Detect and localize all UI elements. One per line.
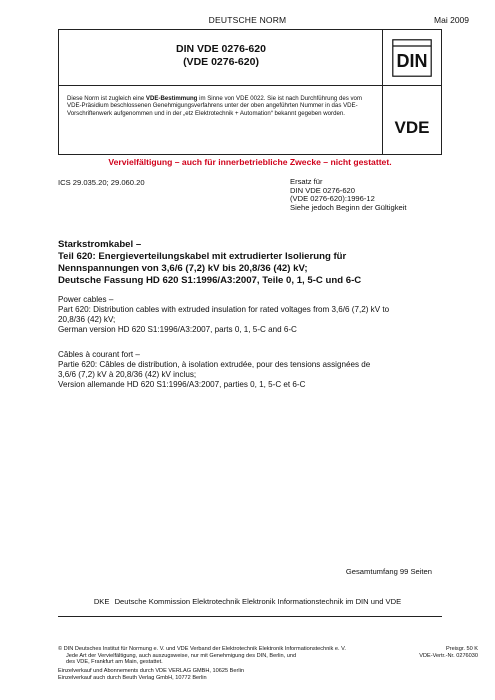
vde-note-body: im Sinne von VDE 0022. Sie ist nach Durchführung des vom VDE-Präsidium beschlossenen Genehmigungsverfahrens unter der oben angeführten Nummer in das VDE-Vorschriftenwerk aufgenommen und in der „etz Elektrotechnik + Automation“ bekannt gegeben worden. xyxy=(67,95,363,117)
vde-logo xyxy=(388,118,436,136)
title-fr-line-3: 3,6/6 (7,2) kV à 20,8/36 (42) kV inclus; xyxy=(58,370,197,379)
vde-logo-text: VDE xyxy=(394,118,430,136)
vde-note xyxy=(67,95,372,117)
title-fr-line-1: Câbles à courant fort – xyxy=(58,350,140,359)
document-series-label: DEUTSCHE NORM xyxy=(208,15,287,25)
vde-note-cell xyxy=(59,86,383,154)
title-en-line-3: 20,8/36 (42) kV; xyxy=(58,315,116,324)
din-logo-cell xyxy=(383,30,441,86)
dke-name: Deutsche Kommission Elektrotechnik Elektronik Informationstechnik im DIN und VDE xyxy=(114,597,402,606)
vde-note-bold: VDE-Bestimmung xyxy=(145,95,198,102)
sales-line-2: Einzelverkauf auch durch Beuth Verlag GmbH, 10772 Berlin xyxy=(58,674,207,681)
title-en-line-2: Part 620: Distribution cables with extruded insulation for rated voltages from 3,6/6 (7,2) kV to xyxy=(58,305,390,314)
ics-codes: ICS 29.035.20; 29.060.20 xyxy=(58,178,145,187)
title-english xyxy=(58,295,458,335)
vde-contract-number: VDE-Vertr.-Nr. 0276030 xyxy=(419,652,478,659)
dke-line xyxy=(0,597,495,606)
replacement-line-3: (VDE 0276-620):1996-12 xyxy=(290,194,375,203)
footer-divider xyxy=(58,616,442,617)
standard-number-cell xyxy=(59,30,383,86)
vde-logo-cell xyxy=(383,86,441,154)
publication-date: Mai 2009 xyxy=(434,15,469,25)
replacement-line-1: Ersatz für xyxy=(290,177,323,186)
title-french xyxy=(58,350,458,390)
replacement-line-2: DIN VDE 0276-620 xyxy=(290,185,356,195)
title-german xyxy=(58,239,458,287)
title-de-line-4: Deutsche Fassung HD 620 S1:1996/A3:2007, Teile 0, 1, 5-C und 6-C xyxy=(58,275,362,286)
price-info xyxy=(408,646,478,659)
title-en-line-1: Power cables – xyxy=(58,295,114,304)
total-pages: Gesamtumfang 99 Seiten xyxy=(345,567,432,576)
copyright-notice xyxy=(58,646,358,666)
title-en-line-4: German version HD 620 S1:1996/A3:2007, parts 0, 1, 5-C and 6-C xyxy=(58,325,297,334)
copyright-line-1: © DIN Deutsches Institut für Normung e. V. und VDE Verband der Elektrotechnik Elektronik Informationstechnik e. V. xyxy=(58,646,346,652)
replacement-line-4: Siehe jedoch Beginn der Gültigkeit xyxy=(290,202,407,212)
vde-note-intro: Diese Norm ist zugleich eine xyxy=(67,95,146,102)
title-de-line-2: Teil 620: Energieverteilungskabel mit extrudierter Isolierung für xyxy=(58,251,347,262)
dke-abbreviation: DKE xyxy=(93,597,110,606)
title-de-line-1: Starkstromkabel – xyxy=(58,239,142,250)
title-de-line-3: Nennspannungen von 3,6/6 (7,2) kV bis 20,8/36 (42) kV; xyxy=(58,263,308,274)
reproduction-warning: Vervielfältigung – auch für innerbetriebliche Zwecke – nicht gestattet. xyxy=(108,157,392,167)
price-group: Preisgr. 50 K xyxy=(445,646,478,652)
din-logo xyxy=(392,39,432,77)
header-box xyxy=(58,29,442,155)
copyright-line-3: des VDE, Frankfurt am Main, gestattet. xyxy=(66,659,163,666)
din-logo-text: DIN xyxy=(396,51,428,71)
copyright-line-2: Jede Art der Vervielfältigung, auch auszugsweise, nur mit Genehmigung des DIN, Berlin, und xyxy=(66,652,297,659)
title-fr-line-2: Partie 620: Câbles de distribution, à isolation extrudée, pour des tensions assignées de xyxy=(58,360,371,369)
standard-number: DIN VDE 0276-620 xyxy=(176,43,266,55)
sales-line-1: Einzelverkauf und Abonnements durch VDE VERLAG GMBH, 10625 Berlin xyxy=(58,668,244,674)
replacement-info xyxy=(290,178,407,212)
title-fr-line-4: Version allemande HD 620 S1:1996/A3:2007, parties 0, 1, 5-C et 6-C xyxy=(58,380,306,389)
sales-info xyxy=(58,668,358,681)
vde-number: (VDE 0276-620) xyxy=(183,56,259,68)
